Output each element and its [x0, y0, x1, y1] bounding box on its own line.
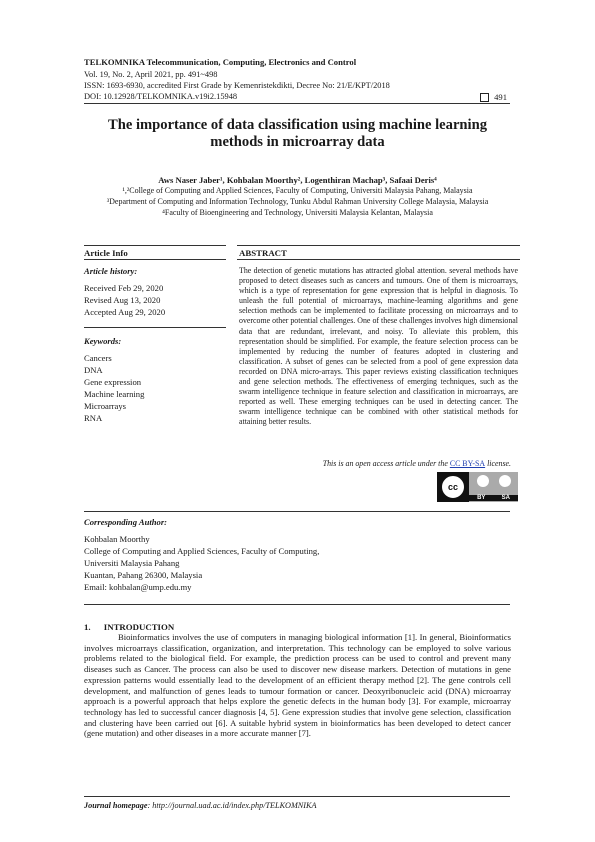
doi-info[interactable]: DOI: 10.12928/TELKOMNIKA.v19i2.15948: [84, 92, 238, 101]
keyword-item: Gene expression: [84, 377, 142, 387]
received-date: Received Feb 29, 2020: [84, 283, 164, 293]
corresponding-line1: College of Computing and Applied Sciences, Faculty of Computing,: [84, 546, 320, 556]
footer-url[interactable]: : http://journal.uad.ac.id/index.php/TELKOMNIKA: [147, 801, 317, 810]
article-info-heading: Article Info: [84, 248, 128, 258]
footer-label: Journal homepage: [84, 801, 148, 810]
cc-by-sa-badge[interactable]: [437, 472, 518, 502]
abstract-bottom-rule: [84, 511, 510, 512]
page-number: 491: [494, 92, 507, 102]
square-icon: [480, 93, 489, 102]
open-access-suffix: license.: [487, 459, 511, 468]
keyword-item: RNA: [84, 413, 103, 423]
page-number-block: [480, 92, 507, 102]
keyword-item: Microarrays: [84, 401, 126, 411]
article-info-top-rule: [84, 245, 226, 246]
journal-name: TELKOMNIKA Telecommunication, Computing, Electronics and Control: [84, 57, 357, 67]
affiliation-3: ⁴Faculty of Bioengineering and Technology, Universiti Malaysia Kelantan, Malaysia: [162, 208, 433, 217]
affiliation-2: ³Department of Computing and Information Technology, Tunku Abdul Rahman University College Malaysia, Malaysia: [106, 197, 489, 206]
abstract-heading: ABSTRACT: [239, 248, 287, 258]
footer: [84, 801, 316, 810]
license-link[interactable]: CC BY-SA: [449, 459, 486, 468]
abstract-under-rule: [237, 259, 520, 260]
license-icons: [469, 472, 518, 502]
corresponding-line2: Universiti Malaysia Pahang: [84, 558, 180, 568]
header-divider: [84, 103, 510, 104]
open-access-note: [323, 459, 511, 468]
history-label: Article history:: [84, 266, 138, 276]
keywords-rule: [84, 327, 226, 328]
keyword-item: Cancers: [84, 353, 112, 363]
keyword-item: DNA: [84, 365, 103, 375]
footer-rule: [84, 796, 510, 797]
sa-label: SA: [501, 495, 510, 501]
accepted-date: Accepted Aug 29, 2020: [84, 307, 166, 317]
abstract-text: The detection of genetic mutations has attracted global attention. several methods have proposed to detect diseases such as cancers and tumours. One of them is microarrays, which is a type of representation for gene expression that is helpful in diagnosis. To unleash the full potential of microarrays, machine-learning algorithms and gene selection methods can be implemented to facilitate processing on microarrays and to overcome other potential challenges. One of these challenges involves high dimensional data that are redundant, irrelevant, and noisy. To alleviate this problem, this representation should be simplified. For example, the feature selection process can be implemented by reducing the number of features adopted in clustering and classification. A subset of genes can be selected from a pool of gene expression data recorded on DNA micro-arrays. This paper reviews existing classification techniques and gene selection methods. The effectiveness of emerging techniques, such as the swarm intelligence technique in feature selection and classification in microarrays, are reported as well. These emerging techniques can be used in detecting cancer. The swarm intelligence technique can be combined with other statistical methods for attaining better results.: [239, 266, 518, 427]
issn-info: ISSN: 1693-6930, accredited First Grade by Kemenristekdikti, Decree No: 21/E/KPT/2018: [84, 81, 390, 90]
by-label: BY: [477, 495, 486, 501]
intro-heading: 1. INTRODUCTION: [84, 622, 175, 632]
cc-icon: cc: [440, 474, 466, 500]
corresponding-name: Kohbalan Moorthy: [84, 534, 150, 544]
open-access-prefix: This is an open access article under the: [322, 459, 448, 468]
authors: Aws Naser Jaber¹, Kohbalan Moorthy², Logenthiran Machap³, Safaai Deris⁴: [158, 175, 437, 185]
affiliation-1: ¹,²College of Computing and Applied Sciences, Faculty of Computing, Universiti Malaysia Pahang, Malaysia: [122, 186, 473, 195]
article-info-under-rule: [84, 259, 226, 260]
corresponding-label: Corresponding Author:: [84, 517, 168, 527]
intro-text: [84, 632, 511, 739]
corresponding-bottom-rule: [84, 604, 510, 605]
intro-paragraph: Bioinformatics involves the use of computers in managing biological information [1]. In general, Bioinformatics involves microarrays classification, organization, and interpretation. This technology can be employed to solve various problems related to the biological field. For example, the prediction process can be used to control and prevent many diseases such as Cancer. The process can also be used to discover new disease markers. Detection of mutations in gene expression patterns would essentially lead to the development of an efficient therapy method [2]. The gene controls cell development, and malfunction of genes leads to tumour formation or cancer. Deoxyribonucleic acid (DNA) microarray approach is a powerful approach that helps explore the genetic defects in the human body [3]. For example, microarray technology has led to successful cancer diagnosis [4, 5]. Gene expression studies that involve gene selection, classification and clustering have been carried out [6]. A suitable hybrid system in bioinformatics has been developed to detect cancer (gene mutation) and other diseases in a more accurate manner [7].: [84, 632, 511, 739]
share-alike-icon: [499, 475, 511, 487]
keywords-label: Keywords:: [84, 336, 122, 346]
paper-title: The importance of data classification using machine learning methods in microarray data: [107, 117, 488, 150]
person-icon: [477, 475, 489, 487]
corresponding-email[interactable]: Email: kohbalan@ump.edu.my: [84, 582, 192, 592]
keyword-item: Machine learning: [84, 389, 145, 399]
revised-date: Revised Aug 13, 2020: [84, 295, 161, 305]
volume-info: Vol. 19, No. 2, April 2021, pp. 491~498: [84, 70, 218, 79]
abstract-top-rule: [237, 245, 520, 246]
corresponding-line3: Kuantan, Pahang 26300, Malaysia: [84, 570, 203, 580]
